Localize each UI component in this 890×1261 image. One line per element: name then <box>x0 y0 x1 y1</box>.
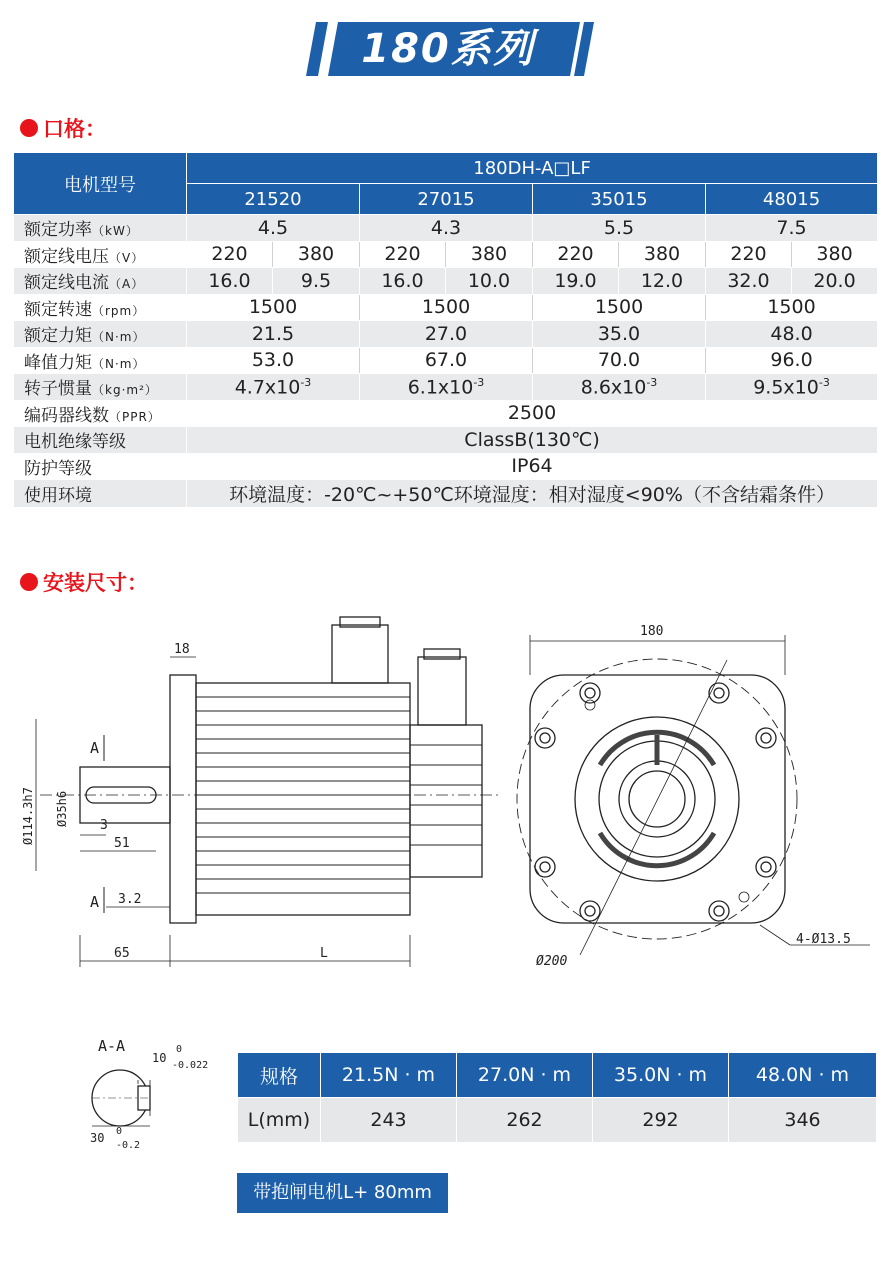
dim-3-2: 3.2 <box>118 892 142 907</box>
param-unit: （V） <box>109 250 145 265</box>
cell: 220 <box>706 241 792 268</box>
red-bullet-icon <box>20 119 38 137</box>
keyway-tol-lower: -0.022 <box>172 1060 209 1071</box>
length-header-label: 规格 <box>238 1053 321 1098</box>
cell: 1500 <box>360 294 533 321</box>
keyway-tol-upper: 0 <box>176 1044 183 1055</box>
bolt-circle <box>517 659 797 939</box>
cell: $4.7x10^{-3}$ <box>187 374 360 401</box>
cell: 1500 <box>706 294 878 321</box>
cell: 4.3 <box>360 215 533 242</box>
section-mark-a-bottom: A <box>90 893 100 911</box>
row-protection <box>14 453 878 480</box>
model-col: 21520 <box>187 184 360 215</box>
motor-body <box>196 683 410 915</box>
cell: 4.5 <box>187 215 360 242</box>
cell: 70.0 <box>533 347 706 374</box>
keyway-dim: 10 <box>152 1051 167 1065</box>
cell: 96.0 <box>706 347 878 374</box>
param-label: 额定线电压 <box>24 246 109 267</box>
length-value: 243 <box>321 1098 457 1143</box>
dim-65: 65 <box>114 946 130 961</box>
length-value: 346 <box>729 1098 877 1143</box>
dim-18: 18 <box>174 642 190 657</box>
section-title: A-A <box>98 1037 126 1055</box>
flange <box>170 675 196 923</box>
param-label: 使用环境 <box>24 486 92 506</box>
param-label: 峰值力矩 <box>24 352 92 373</box>
dim-body-dia: Ø114.3h7 <box>21 787 35 845</box>
cell: 9.5 <box>273 268 360 295</box>
model-col: 48015 <box>706 184 878 215</box>
cell: 220 <box>533 241 619 268</box>
dim-L: L <box>320 946 328 961</box>
cell: 27.0 <box>360 321 533 348</box>
row-voltage <box>14 241 878 268</box>
dim-shaft-dia: Ø35h6 <box>55 790 69 827</box>
cell: 2500 <box>187 400 878 427</box>
param-unit: （A） <box>109 277 145 292</box>
row-peak-torque <box>14 347 878 374</box>
length-header: 35.0N · m <box>593 1053 729 1098</box>
length-header: 27.0N · m <box>457 1053 593 1098</box>
series-banner <box>302 20 594 78</box>
length-header: 21.5N · m <box>321 1053 457 1098</box>
dim-180: 180 <box>640 624 664 639</box>
row-torque <box>14 321 878 348</box>
param-label: 额定功率 <box>24 220 92 241</box>
cell: IP64 <box>187 453 878 480</box>
cell: 35.0 <box>533 321 706 348</box>
param-unit: （N·m） <box>92 330 146 345</box>
row-insulation <box>14 427 878 454</box>
cell: 20.0 <box>792 268 878 295</box>
spec-table <box>13 152 878 508</box>
dim-holes: 4-Ø13.5 <box>796 932 851 947</box>
cell: 1500 <box>533 294 706 321</box>
cell: 16.0 <box>360 268 446 295</box>
row-encoder <box>14 400 878 427</box>
front-view <box>517 624 870 969</box>
cell: 380 <box>792 241 878 268</box>
param-label: 额定转速 <box>24 299 92 320</box>
spec-section-heading <box>20 114 106 142</box>
install-section-heading <box>20 568 148 596</box>
param-label: 转子惯量 <box>24 379 92 400</box>
row-environment <box>14 480 878 508</box>
cell: 19.0 <box>533 268 619 295</box>
param-unit: （N·m） <box>92 356 146 371</box>
cell: 380 <box>273 241 360 268</box>
dim-3: 3 <box>100 818 108 833</box>
row-inertia <box>14 374 878 401</box>
cell: 67.0 <box>360 347 533 374</box>
cell: 380 <box>446 241 533 268</box>
cell: 21.5 <box>187 321 360 348</box>
cell: 7.5 <box>706 215 878 242</box>
param-label: 额定力矩 <box>24 326 92 347</box>
param-unit: （kW） <box>92 224 139 239</box>
cell: 32.0 <box>706 268 792 295</box>
cell: 1500 <box>187 294 360 321</box>
encoder-housing <box>410 725 482 877</box>
model-col: 35015 <box>533 184 706 215</box>
length-value: 262 <box>457 1098 593 1143</box>
row-power <box>14 215 878 242</box>
cell: $8.6x10^{-3}$ <box>533 374 706 401</box>
param-label: 电机绝缘等级 <box>24 432 126 453</box>
param-label: 编码器线数 <box>24 405 109 426</box>
depth-tol-upper: 0 <box>116 1126 123 1137</box>
banner-title: 180系列 <box>361 26 535 72</box>
model-col: 27015 <box>360 184 533 215</box>
length-value: 292 <box>593 1098 729 1143</box>
cell: ClassB(130℃) <box>187 427 878 454</box>
dim-circle: Ø200 <box>536 954 568 969</box>
install-section-label: 安装尺寸： <box>43 571 148 595</box>
spec-section-label: 口格： <box>43 117 106 141</box>
cell: 48.0 <box>706 321 878 348</box>
series-name: 180DH-A□LF <box>187 153 878 184</box>
cell: 53.0 <box>187 347 360 374</box>
dim-51: 51 <box>114 836 130 851</box>
side-view <box>21 617 500 967</box>
cell: 环境温度：-20℃~+50℃环境湿度：相对湿度<90%（不含结霜条件） <box>187 480 878 508</box>
depth-tol-lower: -0.2 <box>116 1140 141 1151</box>
param-unit: （rpm） <box>92 303 146 318</box>
cell: $9.5x10^{-3}$ <box>706 374 878 401</box>
cell: $6.1x10^{-3}$ <box>360 374 533 401</box>
row-current <box>14 268 878 295</box>
param-label: 额定线电流 <box>24 273 109 294</box>
cell: 12.0 <box>619 268 706 295</box>
power-connector <box>332 625 388 683</box>
red-bullet-icon <box>20 573 38 591</box>
section-detail <box>80 1040 240 1160</box>
brake-note: 带抱闸电机L+ 80mm <box>237 1173 448 1213</box>
model-header: 电机型号 <box>14 153 187 215</box>
length-table <box>237 1052 877 1143</box>
param-label: 防护等级 <box>24 458 92 479</box>
install-drawing <box>0 615 890 1055</box>
cell: 16.0 <box>187 268 273 295</box>
cell: 220 <box>360 241 446 268</box>
row-speed <box>14 294 878 321</box>
cell: 10.0 <box>446 268 533 295</box>
param-unit: （kg·m²） <box>92 383 158 398</box>
encoder-connector <box>418 657 466 725</box>
section-mark-a-top: A <box>90 739 100 757</box>
param-unit: （PPR） <box>109 409 161 424</box>
cell: 5.5 <box>533 215 706 242</box>
mount-holes <box>535 683 776 921</box>
length-header: 48.0N · m <box>729 1053 877 1098</box>
depth-dim: 30 <box>90 1131 105 1145</box>
cell: 220 <box>187 241 273 268</box>
cell: 380 <box>619 241 706 268</box>
length-row-label: L(mm) <box>238 1098 321 1143</box>
